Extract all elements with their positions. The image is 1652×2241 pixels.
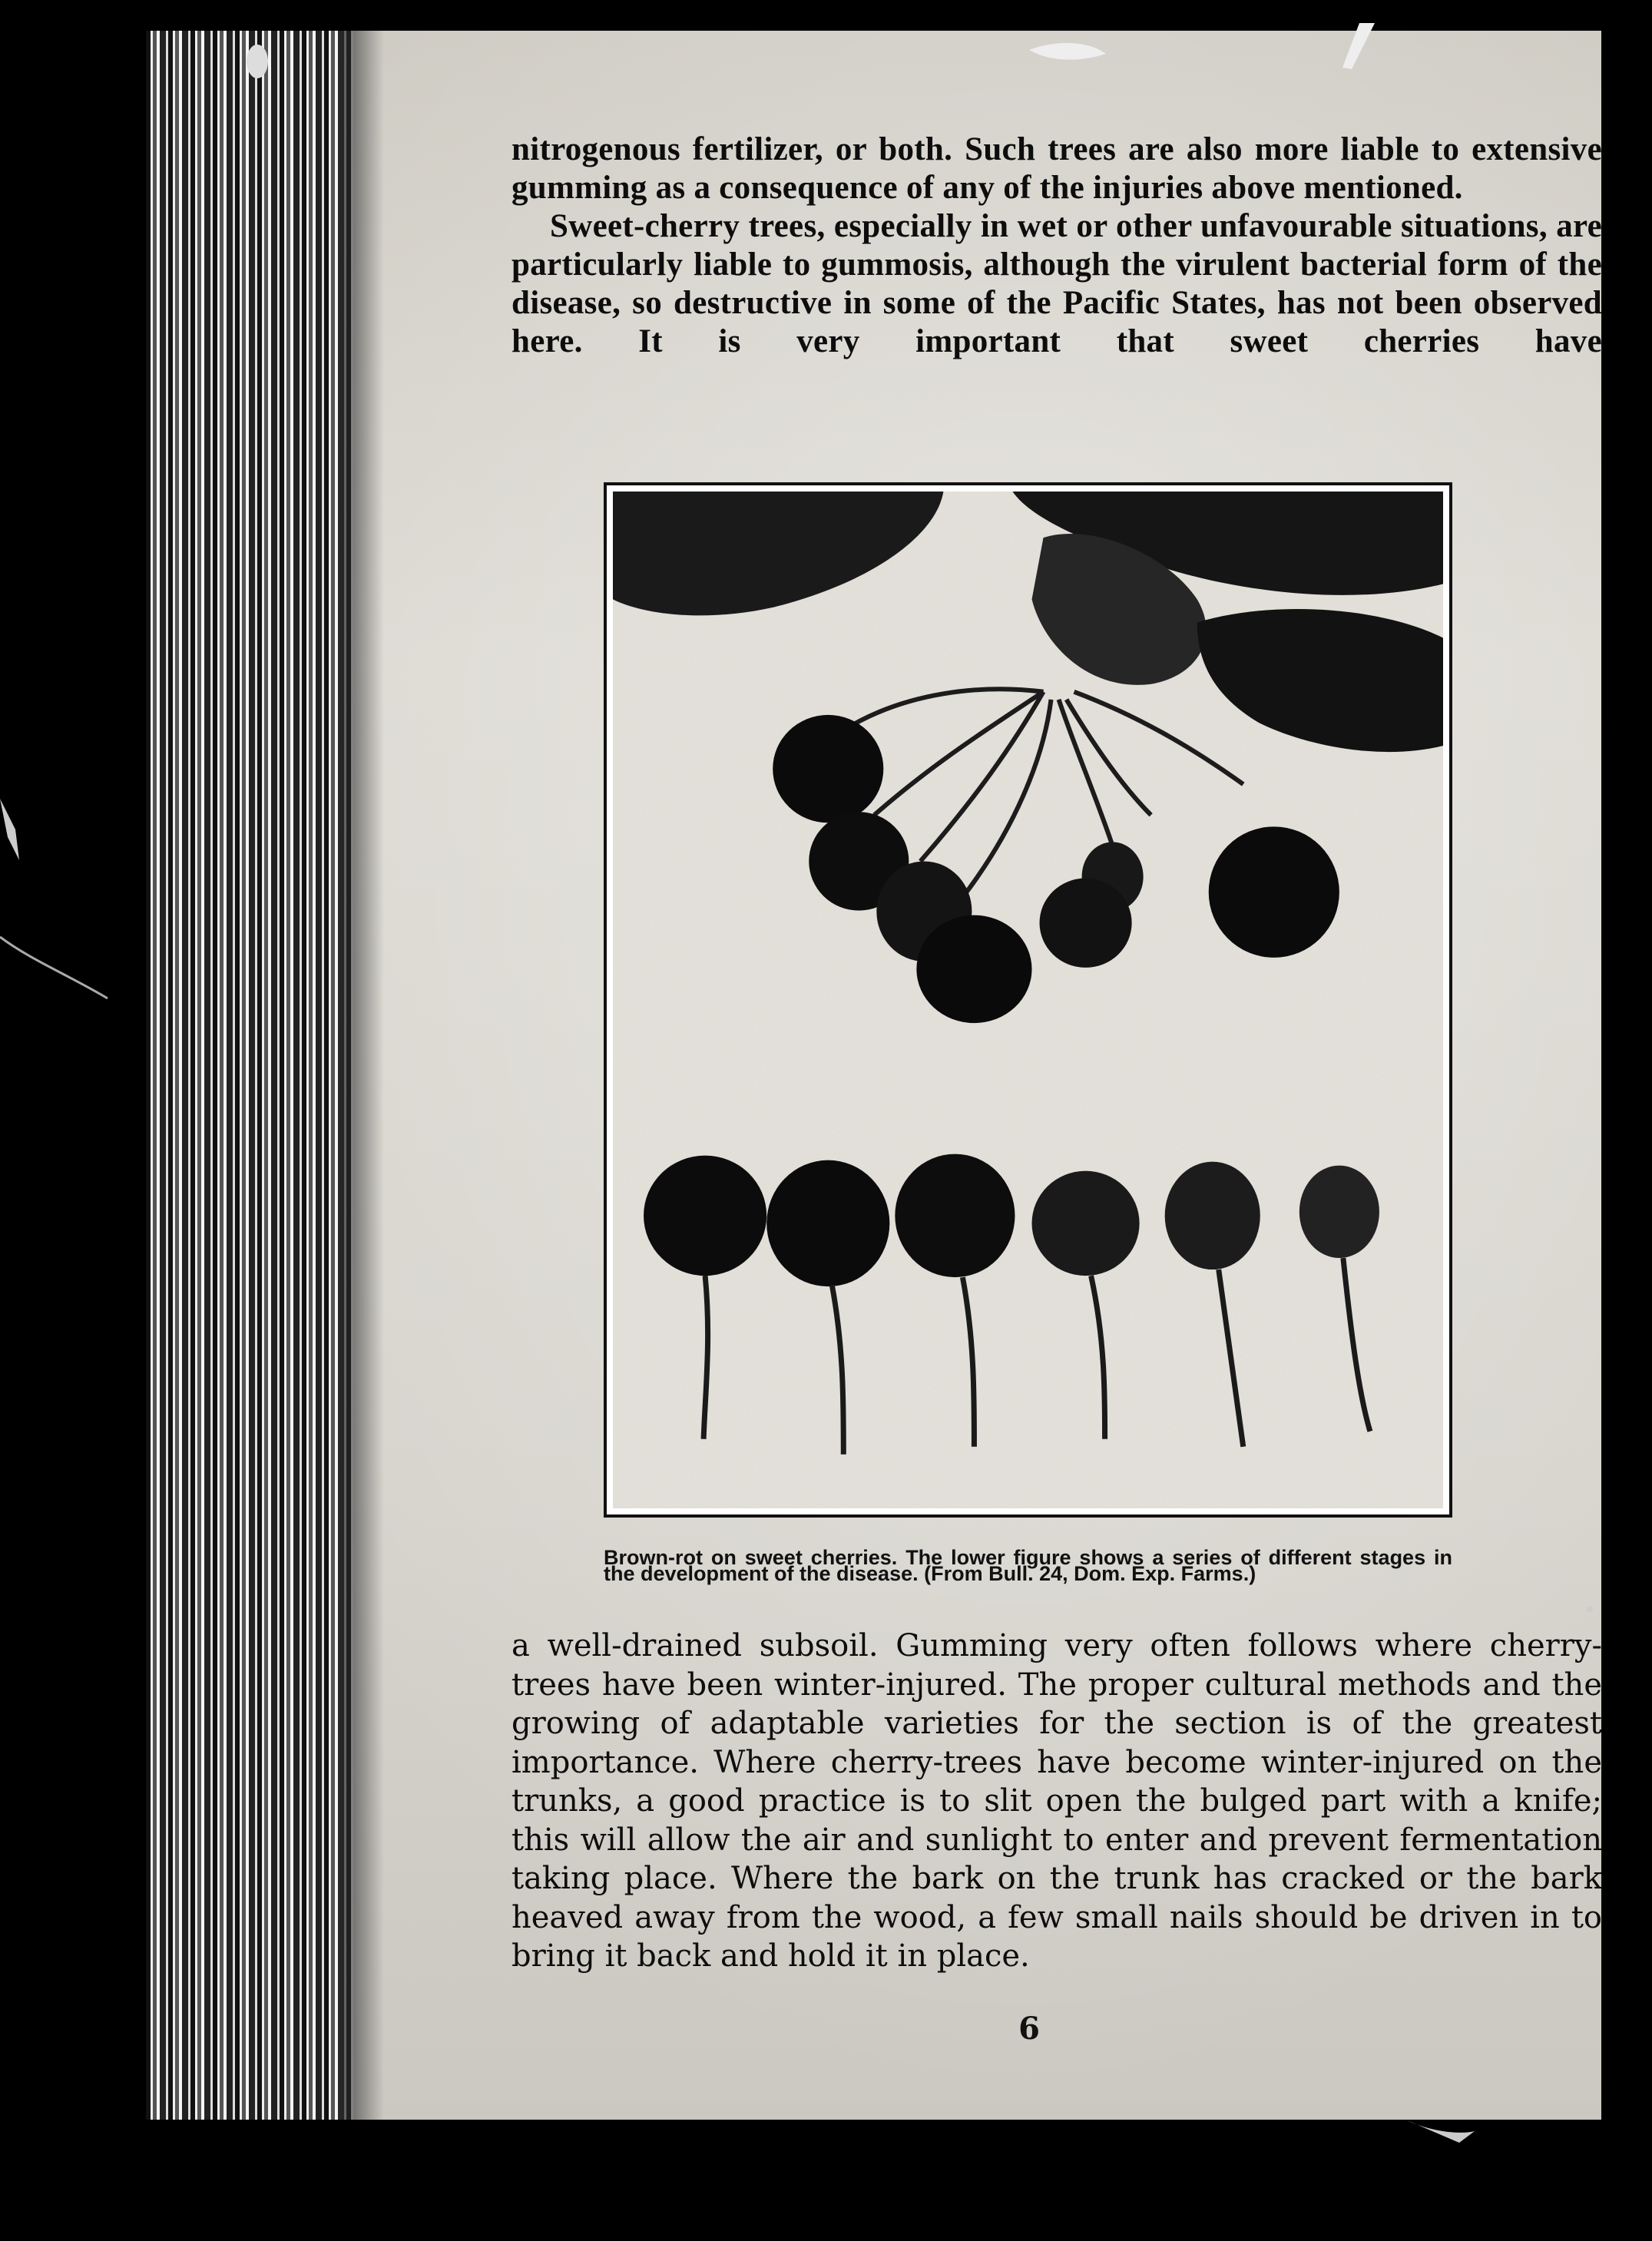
cherry-photo-illustration <box>613 492 1443 1508</box>
binding-shadow <box>338 31 384 2120</box>
page-number: 6 <box>1018 2011 1040 2047</box>
book-binding-edge <box>146 31 353 2120</box>
paragraph-3: a well-drained subsoil. Gumming very often follows where cherry-trees have been winter-injured. The proper cultural methods and the growing of adaptable varieties for the section is of the greatest importance. Where cherry-trees have become winter-injured on the trunks, a good practice is to slit open the bulged part with a knife; this will allow the air and sunlight to enter and prevent fermentation taking place. Where the bark on the trunk has cracked or the bark heaved away from the wood, a few small nails should be driven in to bring it back and hold it in place. <box>511 1628 1602 1974</box>
top-text-block <box>511 131 1602 361</box>
page-right-edge <box>1601 31 1652 2120</box>
paragraph-1: nitrogenous fertilizer, or both. Such trees are also more liable to extensive gumming as a consequence of any of the injuries above mentioned. <box>511 131 1602 206</box>
bottom-text-block <box>511 1627 1602 1976</box>
cherry-6 <box>1040 879 1132 968</box>
paragraph-2: Sweet-cherry trees, especially in wet or other unfavourable situations, are particularly liable to gummosis, although the virulent bacterial form of the disease, so destructive in some of the Pacific States, has not been observed here. It is very important that sweet cherries have <box>511 208 1602 359</box>
cherry-7 <box>1209 826 1339 958</box>
figure-caption: Brown-rot on sweet cherries. The lower figure shows a series of different stages in the development of the disease. (From Bull. 24, Dom. Exp. Farms.) <box>604 1546 1452 1585</box>
cherry-1 <box>773 715 883 823</box>
cherry-4 <box>916 915 1031 1023</box>
cherry-photograph <box>604 482 1452 1518</box>
